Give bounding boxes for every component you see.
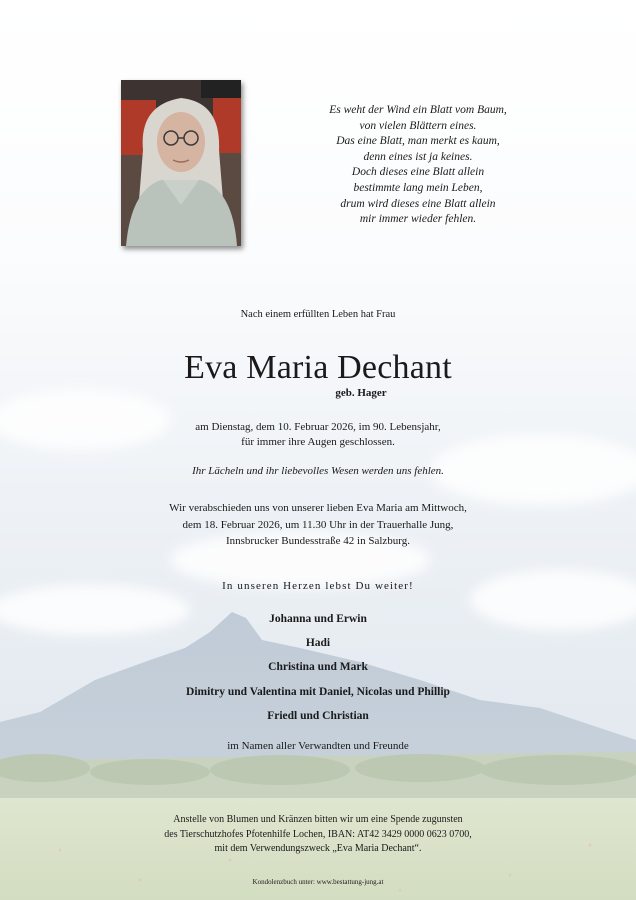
donation-line: mit dem Verwendungszweck „Eva Maria Dechant“. — [214, 843, 422, 854]
mourner-name: Christina und Mark — [268, 661, 368, 674]
poem-line: bestimmte lang mein Leben, — [353, 181, 483, 194]
service-line: dem 18. Februar 2026, um 11.30 Uhr in der Trauerhalle Jung, — [182, 518, 454, 531]
mourners-list — [0, 611, 636, 732]
deceased-name: Eva Maria Dechant — [184, 349, 452, 386]
donation-request — [0, 813, 636, 857]
donation-line: des Tierschutzhofes Pfotenhilfe Lochen, IBAN: AT42 3429 0000 0623 0700, — [164, 828, 472, 840]
portrait-photo — [121, 80, 241, 246]
maiden-name: geb. Hager — [335, 387, 387, 399]
poem-line: Doch dieses eine Blatt allein — [351, 166, 485, 179]
relatives-note: im Namen aller Verwandten und Freunde — [227, 740, 409, 752]
poem-line: Das eine Blatt, man merkt es kaum, — [336, 135, 500, 148]
poem — [312, 103, 524, 228]
mourner-name: Friedl und Christian — [267, 709, 369, 722]
poem-line: mir immer wieder fehlen. — [359, 213, 477, 226]
mourner-name: Johanna und Erwin — [269, 613, 367, 625]
poem-line: drum wird dieses eine Blatt allein — [340, 197, 496, 210]
service-line: Innsbrucker Bundesstraße 42 in Salzburg. — [225, 535, 410, 547]
mourner-name: Dimitry und Valentina mit Daniel, Nicolas und Phillip — [186, 685, 450, 698]
poem-line: von vielen Blättern eines. — [359, 119, 477, 132]
poem-line: denn eines ist ja keines. — [363, 150, 473, 163]
mourner-name: Hadi — [305, 637, 331, 650]
donation-line: Anstelle von Blumen und Kränzen bitten wir um eine Spende zugunsten — [173, 814, 463, 825]
death-notice-line: am Dienstag, dem 10. Februar 2026, im 90. Lebensjahr, — [195, 421, 441, 433]
motto: In unseren Herzen lebst Du weiter! — [222, 580, 414, 592]
death-notice-line: für immer ihre Augen geschlossen. — [241, 436, 395, 448]
condolence-book-link[interactable]: Kondolenzbuch unter: www.bestattung-jung.at — [252, 878, 384, 886]
service-line: Wir verabschieden uns von unserer lieben Eva Maria am Mittwoch, — [169, 502, 467, 514]
service-details — [0, 500, 636, 550]
intro-text: Nach einem erfüllten Leben hat Frau — [240, 309, 396, 320]
memorial-quote: Ihr Lächeln und ihr liebevolles Wesen werden uns fehlen. — [192, 465, 444, 477]
death-notice — [0, 420, 636, 450]
poem-line: Es weht der Wind ein Blatt vom Baum, — [329, 104, 507, 116]
